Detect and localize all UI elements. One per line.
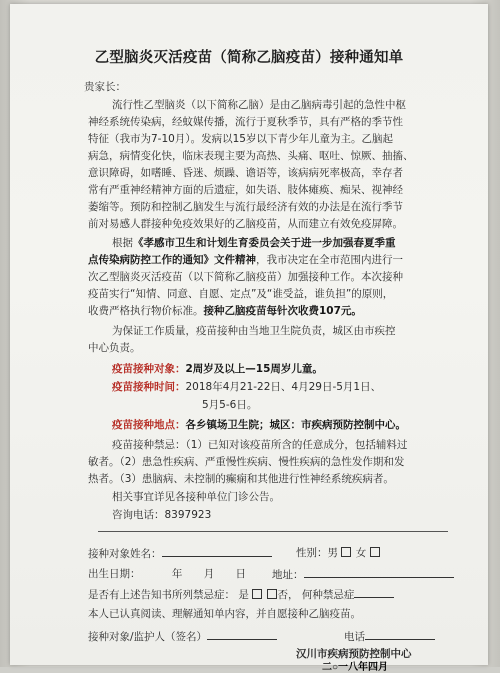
place-label: 疫苗接种地点：: [112, 419, 186, 431]
contra-no: 否，: [277, 589, 299, 601]
time-value-cont: 5月5-6日。: [202, 399, 258, 411]
basis-line-1: [112, 237, 396, 250]
intro-line-5: 意识障碍，如嗜睡、昏迷、烦躁、谵语等，该病病死率极高，幸存者: [88, 167, 403, 179]
basis-document-title-cont: 点传染病防控工作的通知》文件精神: [88, 254, 256, 266]
basis-document-title: 《孝感市卫生和计划生育委员会关于进一步加强春夏季重: [133, 237, 396, 249]
notice-sheet: [10, 4, 488, 665]
gender-male: 男: [327, 547, 338, 559]
gender-label: 性别：: [296, 547, 328, 559]
which-contra-input-line[interactable]: [354, 586, 394, 598]
dob-field[interactable]: [88, 566, 246, 581]
dob-day: 日: [235, 568, 247, 580]
phone-field[interactable]: [344, 628, 435, 644]
intro-line-2: 神经系统传染病，经蚊媒传播，流行于夏秋季节，具有严格的季节性: [88, 116, 403, 128]
issue-date: 二○一八年四月: [322, 662, 389, 673]
intro-line-1: 流行性乙型脑炎（以下简称乙脑）是由乙脑病毒引起的急性中枢: [112, 99, 406, 111]
male-checkbox[interactable]: [341, 547, 351, 557]
dashed-divider: [98, 531, 448, 532]
guardian-label: 接种对象/监护人（签名）: [88, 631, 208, 643]
address-label: 地址：: [272, 569, 304, 581]
contra-no-checkbox[interactable]: [267, 589, 277, 599]
guardian-signature-line[interactable]: [207, 628, 277, 640]
consult-phone: 咨询电话：8397923: [112, 509, 212, 521]
fee-amount: 接种乙脑疫苗每针次收费107元。: [203, 305, 362, 317]
place-row: [112, 419, 406, 432]
name-field[interactable]: [88, 545, 272, 561]
quality-line-2: 中心负责。: [88, 342, 141, 354]
contra-line-1: 疫苗接种禁忌：（1）已知对该疫苗所含的任意成分，包括辅料过: [112, 439, 408, 451]
phone-label: 电话: [344, 631, 365, 643]
fee-standard: 收费严格执行物价标准。: [88, 305, 204, 317]
consent-statement: 本人已认真阅读、理解通知单内容，并自愿接种乙脑疫苗。: [88, 608, 361, 620]
target-label: 疫苗接种对象：: [112, 363, 186, 375]
time-value: 2018年4月21-22日、4月29日-5月1日、: [185, 381, 382, 393]
dob-label: 出生日期：: [88, 568, 141, 580]
gender-field[interactable]: [296, 545, 381, 560]
basis-lead: 根据: [112, 237, 133, 249]
basis-decision: ，我市决定在全市范围内进行一: [256, 254, 403, 266]
address-input-line[interactable]: [304, 566, 454, 578]
contra-line-3: 热者。（3）患脑病、未控制的癫痫和其他进行性神经系统疾病者。: [88, 473, 394, 485]
gender-female: 女: [355, 547, 367, 559]
phone-input-line[interactable]: [365, 628, 435, 640]
basis-line-5: [88, 305, 362, 318]
basis-line-4: 疫苗实行“知情、同意、自愿、定点”及“谁受益，谁负担”的原则，: [88, 288, 394, 300]
address-field[interactable]: [272, 566, 454, 582]
intro-line-8: 前对易感人群接种免疫效果好的乙脑疫苗，从而建立有效免疫屏障。: [88, 218, 403, 230]
place-value: 各乡镇场卫生院；城区：市疾病预防控制中心。: [185, 419, 406, 431]
name-input-line[interactable]: [162, 545, 272, 557]
time-row: [112, 381, 381, 394]
basis-line-2: [88, 254, 403, 267]
dob-year: 年: [171, 568, 183, 580]
contra-yes: 是: [238, 589, 249, 601]
intro-line-3: 特征（我市为7-10月）。发病以15岁以下青少年儿童为主。乙脑起: [88, 133, 393, 145]
intro-line-7: 萎缩等。预防和控制乙脑发生与流行最经济有效的办法是在流行季节: [88, 201, 403, 213]
target-row: [112, 363, 323, 376]
quality-line-1: 为保证工作质量，疫苗接种由当地卫生院负责，城区由市疾控: [112, 325, 396, 337]
document-title: 乙型脑炎灭活疫苗（简称乙脑疫苗）接种通知单: [94, 50, 404, 66]
issuing-organization: 汉川市疾病预防控制中心: [296, 648, 412, 660]
intro-line-6: 常有严重神经精神方面的后遗症，如失语、肢体瘫痪、痴呆、视神经: [88, 184, 403, 196]
greeting: 贵家长：: [84, 81, 126, 93]
guardian-signature-field[interactable]: [88, 628, 277, 644]
contra-question[interactable]: [88, 586, 394, 602]
time-label: 疫苗接种时间：: [112, 381, 186, 393]
contra-question-label: 是否有上述告知书所列禁忌症：: [88, 589, 235, 601]
intro-line-4: 病急，病情变化快，临床表现主要为高热、头痛、呕吐、惊厥、抽搐、: [88, 150, 414, 162]
other-notice: 相关事宜详见各接种单位门诊公告。: [112, 491, 280, 503]
contra-line-2: 敏者。（2）患急性疾病、严重慢性疾病、慢性疾病的急性发作期和发: [88, 456, 405, 468]
which-contra-label: 何种禁忌症: [301, 589, 355, 601]
dob-month: 月: [203, 568, 215, 580]
target-value: 2周岁及以上—15周岁儿童。: [185, 363, 323, 375]
basis-line-3: 次乙型脑炎灭活疫苗（以下简称乙脑疫苗）加强接种工作。本次接种: [88, 271, 403, 283]
contra-yes-checkbox[interactable]: [252, 589, 262, 599]
name-label: 接种对象姓名：: [88, 548, 162, 560]
female-checkbox[interactable]: [370, 547, 380, 557]
